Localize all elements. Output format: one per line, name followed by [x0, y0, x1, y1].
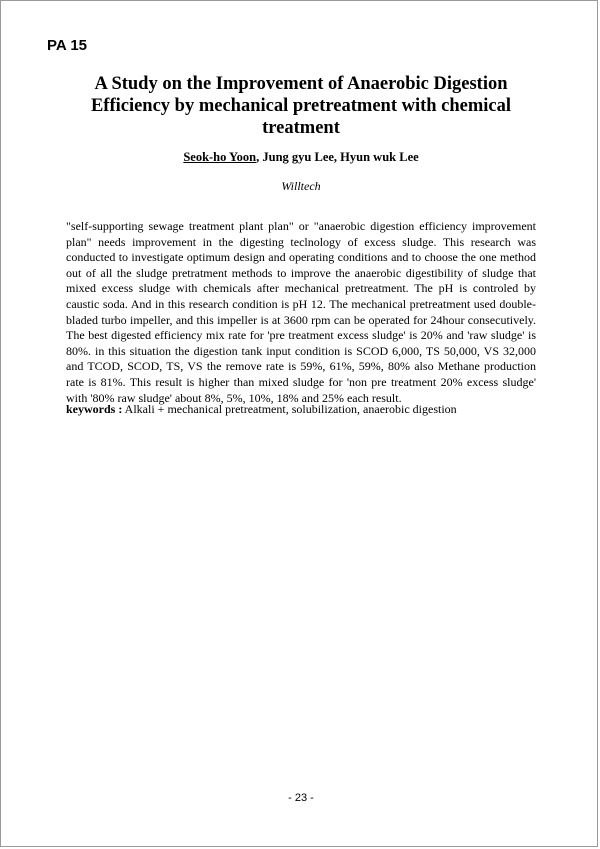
keywords-label: keywords :	[66, 402, 123, 416]
affiliation: Willtech	[281, 179, 321, 193]
abstract-body: "self-supporting sewage treatment plant plan" or "anaerobic digestion efficiency improvement plan" needs improvement in the digesting teclnology of excess sludge. This research was conducted to investigate optimum design and operating conditions and to choose the one method out of all the sludge pretratment methods to improve the anaerobic digestibility of sludge that mixed excess sludge with chemicals after mechanical pretreatment. The pH is controled by caustic soda. And in this research condition is pH 12. The mechanical pretreatment used double-bladed turbo impeller, and this impeller is at 3600 rpm can be operated for 24hour consecutively. The best digested efficiency mix rate for 'pre treatment excess sludge' is 20% and 'raw sludge' is 80%. in this situation the digestion tank input condition is SCOD 6,000, TS 50,000, VS 32,000 and TCOD, SCOD, TS, VS the remove rate is 59%, 61%, 59%, 80% also Methane production rate is 81%. This result is higher than mixed sludge for 'non pre treatment 20% excess sludge' with '80% raw sludge' about 8%, 5%, 10%, 18% and 25% each result.	[66, 219, 536, 405]
keywords-line	[66, 402, 536, 417]
page-number: - 23 -	[288, 792, 314, 804]
author-list	[1, 150, 600, 165]
presenting-author: Seok-ho Yoon	[183, 150, 257, 164]
keywords-text: Alkali + mechanical pretreatment, solubilization, anaerobic digestion	[122, 402, 457, 416]
co-authors: , Jung gyu Lee, Hyun wuk Lee	[256, 150, 419, 164]
paper-title: A Study on the Improvement of Anaerobic Digestion Efficiency by mechanical pretreatment with chemical treatment	[90, 74, 512, 138]
section-code: PA 15	[47, 37, 88, 54]
